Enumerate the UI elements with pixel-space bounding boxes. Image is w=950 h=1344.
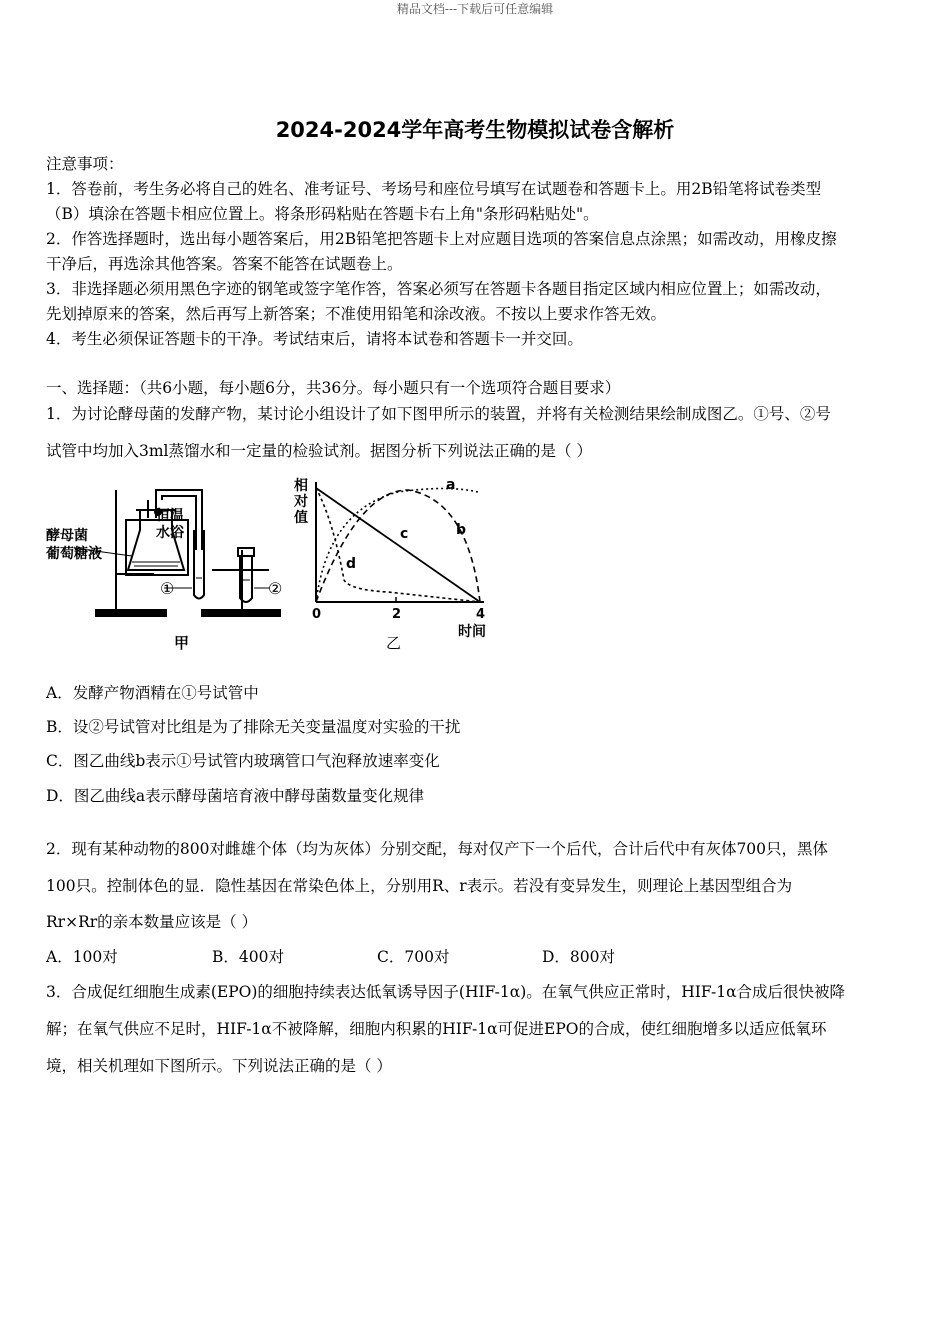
q3-stem: 解；在氧气供应不足时，HIF-1α不被降解，细胞内积累的HIF-1α可促进EPO的合成，使红细胞增多以适应低氧环 [46,1020,827,1038]
figure-caption: 乙 [386,634,402,652]
tube1-label: ① [160,579,175,598]
apparatus-figure [44,470,294,660]
notice-line: 先划掉原来的答案，然后再写上新答案；不准使用铅笔和涂改液。不按以上要求作答无效。 [46,305,667,323]
figure-caption: 甲 [174,634,190,652]
q1-option: C．图乙曲线b表示①号试管内玻璃管口气泡释放速率变化 [46,752,440,770]
y-axis-label: 相 [294,478,308,494]
q1-option: B．设②号试管对比组是为了排除无关变量温度对实验的干扰 [46,718,461,736]
q2-stem: 2．现有某种动物的800对雌雄个体（均为灰体）分别交配，每对仅产下一个后代，合计后代中有灰体700只，黑体 [46,840,829,858]
q2-option: B．400对 [212,948,284,966]
yeast-label: 酵母菌 [46,528,88,544]
q1-option: D．图乙曲线a表示酵母菌培育液中酵母菌数量变化规律 [46,787,425,805]
q2-option: A．100对 [46,948,118,966]
x-tick: 4 [476,607,486,622]
q3-stem: 境，相关机理如下图所示。下列说法正确的是（ ） [46,1057,392,1075]
notice-line: 4．考生必须保证答题卡的干净。考试结束后，请将本试卷和答题卡一并交回。 [46,330,583,348]
notice-heading: 注意事项： [46,155,124,173]
curve-label-d: d [346,556,357,572]
tube2-label: ② [268,579,283,598]
y-axis-label: 对 [294,494,308,510]
curve-c [316,488,480,602]
q2-option: C．700对 [377,948,450,966]
curve-label-c: c [400,526,409,542]
notice-line: （B）填涂在答题卡相应位置上。将条形码粘贴在答题卡右上角"条形码粘贴处"。 [46,205,599,223]
notice-line: 3．非选择题必须用黑色字迹的钢笔或签字笔作答，答案必须写在答题卡各题目指定区域内相应位置上；如需改动， [46,280,831,298]
q1-stem: 试管中均加入3ml蒸馏水和一定量的检验试剂。据图分析下列说法正确的是（ ） [46,442,592,460]
curve-label-a: a [446,477,456,493]
q2-option: D．800对 [542,948,616,966]
x-axis-label: 时间 [458,624,486,640]
y-axis-label: 值 [294,510,308,526]
q1-option: A．发酵产物酒精在①号试管中 [46,684,259,702]
page-title: 2024-2024学年高考生物模拟试卷含解析 [275,118,675,142]
bath-label: 恒温 [156,508,184,524]
x-tick: 2 [392,607,402,622]
q2-stem: 100只。控制体色的显．隐性基因在常染色体上，分别用R、r表示。若没有变异发生，则理论上基因型组合为 [46,877,793,895]
notice-line: 2．作答选择题时，选出每小题答案后，用2B铅笔把答题卡上对应题目选项的答案信息点涂黑；如需改动，用橡皮擦 [46,230,837,248]
curve-label-b: b [456,522,467,538]
notice-line: 1．答卷前，考生务必将自己的姓名、准考证号、考场号和座位号填写在试题卷和答题卡上。用2B铅笔将试卷类型 [46,180,822,198]
q1-stem: 1．为讨论酵母菌的发酵产物，某讨论小组设计了如下图甲所示的装置，并将有关检测结果绘制成图乙。①号、②号 [46,405,831,423]
curve-graph [288,470,498,655]
section-heading: 一、选择题：（共6小题，每小题6分，共36分。每小题只有一个选项符合题目要求） [46,379,621,397]
q3-stem: 3．合成促红细胞生成素(EPO)的细胞持续表达低氧诱导因子(HIF-1α)。在氧气供应正常时，HIF-1α合成后很快被降 [46,983,846,1001]
notice-line: 干净后，再选涂其他答案。答案不能答在试题卷上。 [46,255,403,273]
page-header: 精品文档---下载后可任意编辑 [396,2,554,16]
q2-stem: Rr×Rr的亲本数量应该是（ ） [46,913,258,931]
yeast-label: 葡萄糖液 [46,546,102,562]
x-tick: 0 [312,607,322,622]
bath-label: 水浴 [156,525,184,541]
